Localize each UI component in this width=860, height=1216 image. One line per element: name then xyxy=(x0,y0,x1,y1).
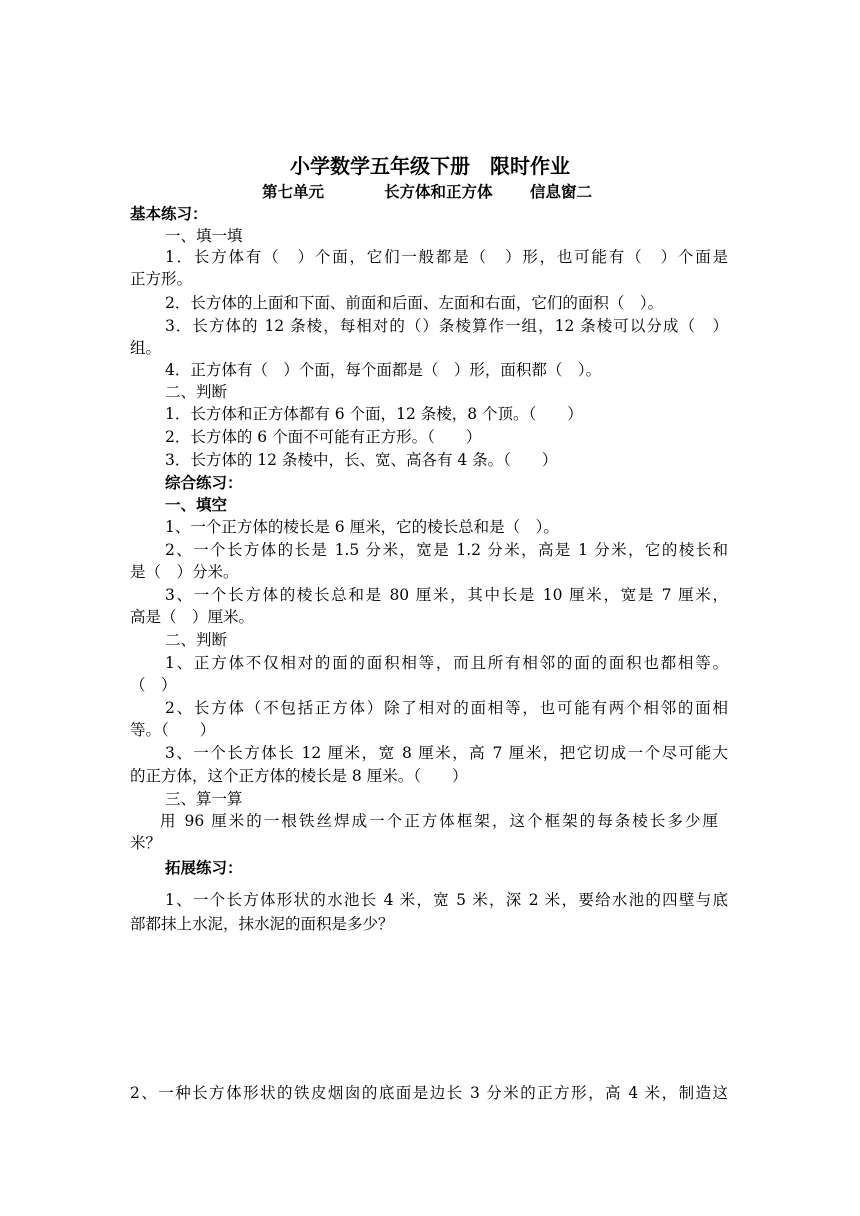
basic-heading: 基本练习： xyxy=(130,205,208,223)
comprehensive-f1: 1、一个正方体的棱长是 6 厘米，它的棱长总和是（ ）。 xyxy=(165,518,559,536)
basic-j2: 2．长方体的 6 个面不可能有正方形。（ ） xyxy=(165,428,482,446)
comprehensive-j3-line1: 3、一个长方体长 12 厘米，宽 8 厘米，高 7 厘米，把它切成一个尽可能大 xyxy=(165,744,728,762)
comprehensive-c1-line1: 用 96 厘米的一根铁丝焊成一个正方体框架，这个框架的每条棱长多少厘 xyxy=(160,812,718,830)
basic-j3: 3．长方体的 12 条棱中，长、宽、高各有 4 条。（ ） xyxy=(165,451,558,469)
comprehensive-j2-line2: 等。（ ） xyxy=(130,721,216,739)
comprehensive-fill-heading: 一、填空 xyxy=(165,496,228,514)
comprehensive-j1-line2: （ ） xyxy=(130,676,177,694)
window-label: 信息窗二 xyxy=(530,183,593,201)
basic-q3-line1: 3．长方体的 12 条棱，每相对的（）条棱算作一组，12 条棱可以分成（ ） xyxy=(165,317,728,335)
comprehensive-f2-line1: 2、一个长方体的长是 1.5 分米，宽是 1.2 分米，高是 1 分米，它的棱长和 xyxy=(165,541,728,559)
basic-fill-heading: 一、填一填 xyxy=(165,227,243,245)
comprehensive-f3-line1: 3、一个长方体的棱长总和是 80 厘米，其中长是 10 厘米，宽是 7 厘米， xyxy=(165,586,728,604)
basic-q1-line1: 1．长方体有（ ）个面，它们一般都是（ ）形，也可能有（ ）个面是 xyxy=(165,248,728,266)
basic-q1-line2: 正方形。 xyxy=(130,270,193,288)
extension-e2: 2、一种长方体形状的铁皮烟囱的底面是边长 3 分米的正方形，高 4 米，制造这 xyxy=(130,1084,728,1102)
basic-j1: 1．长方体和正方体都有 6 个面，12 条棱，8 个顶。（ ） xyxy=(165,405,583,423)
basic-q2: 2．长方体的上面和下面、前面和后面、左面和右面，它们的面积（ ）。 xyxy=(165,294,664,312)
basic-judge-heading: 二、判断 xyxy=(165,383,228,401)
comprehensive-judge-heading: 二、判断 xyxy=(165,631,228,649)
comprehensive-f3-line2: 高是（ ）厘米。 xyxy=(130,608,255,626)
unit-label: 第七单元 xyxy=(262,183,325,201)
comprehensive-calc-heading: 三、算一算 xyxy=(165,790,243,808)
comprehensive-c1-line2: 米？ xyxy=(130,834,162,852)
page-title: 小学数学五年级下册 限时作业 xyxy=(290,154,570,178)
extension-e1-line2: 部都抹上水泥，抹水泥的面积是多少？ xyxy=(130,915,394,933)
basic-q3-line2: 组。 xyxy=(130,339,162,357)
comprehensive-f2-line2: 是（ ）分米。 xyxy=(130,563,239,581)
topic-label: 长方体和正方体 xyxy=(384,183,493,201)
basic-q4: 4．正方体有（ ）个面，每个面都是（ ）形，面积都（ ）。 xyxy=(165,361,602,379)
comprehensive-heading: 综合练习： xyxy=(165,474,243,492)
comprehensive-j1-line1: 1、正方体不仅相对的面的面积相等，而且所有相邻的面的面积也都相等。 xyxy=(165,654,728,672)
comprehensive-j2-line1: 2、长方体（不包括正方体）除了相对的面相等，也可能有两个相邻的面相 xyxy=(165,699,728,717)
extension-e1-line1: 1、一个长方体形状的水池长 4 米，宽 5 米，深 2 米，要给水池的四壁与底 xyxy=(165,891,728,909)
comprehensive-j3-line2: 的正方体，这个正方体的棱长是 8 厘米。（ ） xyxy=(130,767,468,785)
extension-heading: 拓展练习： xyxy=(165,859,243,877)
